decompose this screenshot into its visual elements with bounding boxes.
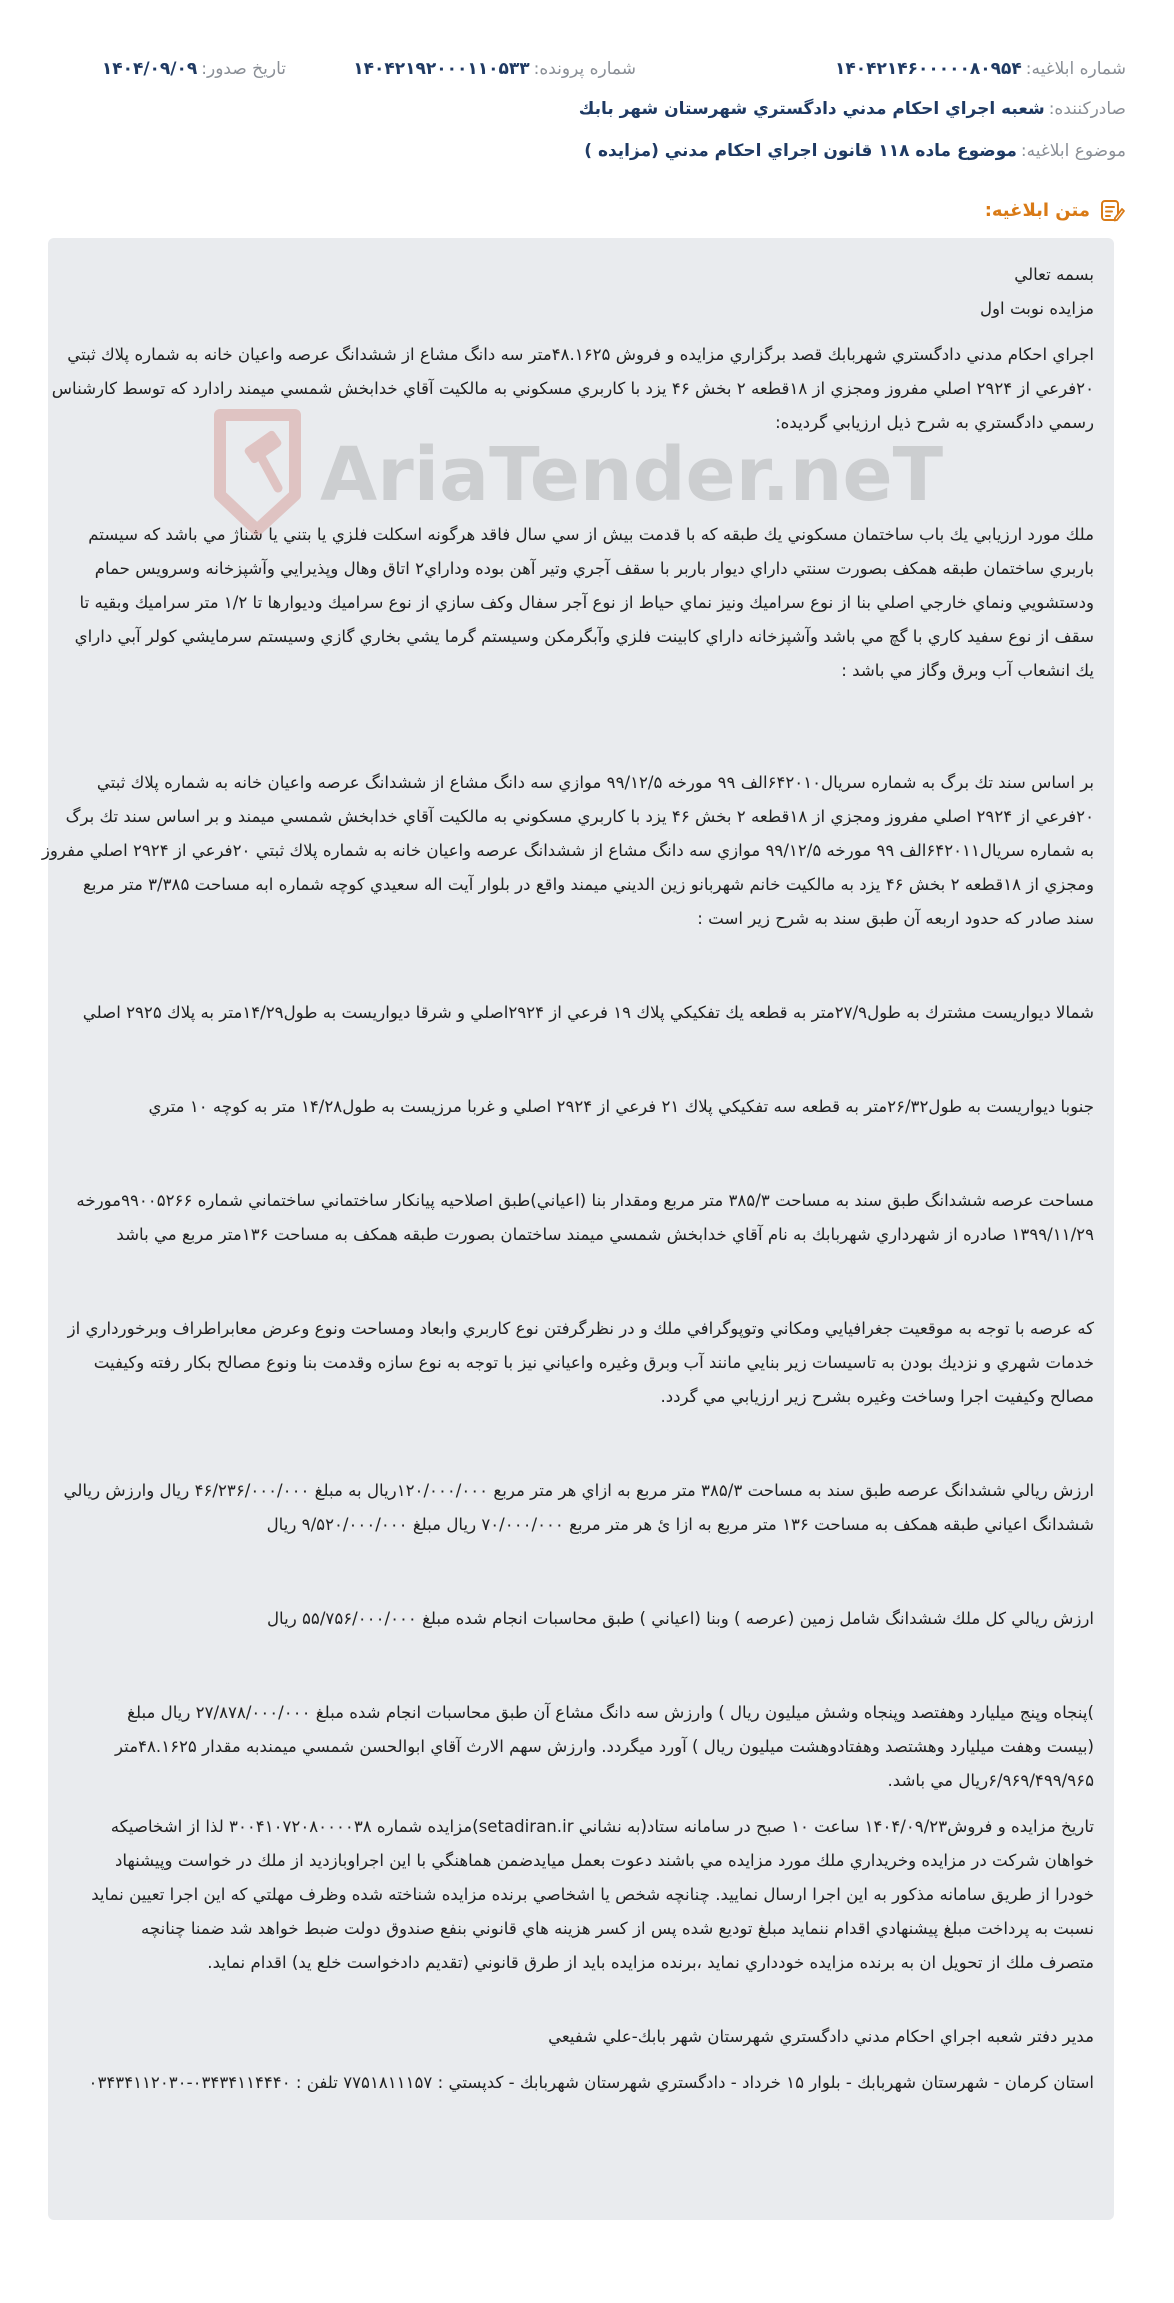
text-line: نسبت به پرداخت مبلغ پيشنهادي اقدام ننمايد مبلغ توديع شده پس از كسر هزينه هاي قانوني بنفع صندوق دولت ضبط خواهد شد ضمنا چنانچه [141,1919,1094,1938]
text-line: خواهان شركت در مزايده وخريداري ملك مورد مزايده مي باشند دعوت بعمل ميايدضمن هماهنگي با اين اجراوبازديد از ملك در خواست وپيشنهاد [115,1851,1094,1870]
paragraph-address [68,2066,1094,2100]
text-line: اجراي احكام مدني دادگستري شهربابك قصد برگزاري مزايده و فروش ۴۸.۱۶۲۵متر سه دانگ مشاع از ششدانگ عرصه واعيان خانه به شماره پلاك ثبتي [67,345,1094,364]
text-line: مساحت عرصه ششدانگ طبق سند به مساحت ۳۸۵/۳ متر مربع ومقدار بنا (اعياني)طبق اصلاحيه پيانكار ساختماني ساختماني شماره ۹۹۰۰۵۲۶۶مورخه [76,1191,1094,1210]
text-line: ارزش ريالي ششدانگ عرصه طبق سند به مساحت ۳۸۵/۳ متر مربع به ازاي هر متر مربع ۱۲۰/۰۰۰/۰۰۰ريال به مبلغ ۴۶/۲۳۶/۰۰۰/۰۰۰ ريال وارزش ريالي [63,1481,1094,1500]
paragraph-deed [41,766,1094,936]
text-line: ودستشويي ونماي خارجي اصلي بنا از نوع سراميك ونيز نماي حياط از نوع آجر سفال وكف سازي از نوع سراميك وديوارها تا ۱/۲ متر سراميك وبقيه تا [79,593,1094,612]
text-line: )پنجاه وپنج ميليارد وهفتصد وپنجاه وشش ميليون ريال ) وارزش سه دانگ مشاع آن طبق محاسبات انجام شده مبلغ ۲۷/۸۷۸/۰۰۰/۰۰۰ ريال مبلغ [127,1703,1094,1722]
text-line: ومجزي از ۱۸قطعه ۲ بخش ۴۶ يزد به مالكيت خانم شهربانو زين الديني ميمند واقع در بلوار آيت اله سعيدي كوچه شماره ابه مساحت ۳/۳۸۵ متر مربع [83,875,1094,894]
paragraph-area [68,1184,1094,1252]
text-line: كه عرصه با توجه به موقعيت جغرافيايي ومكاني وتوپوگرافي ملك و در نظرگرفتن نوع كاربري وابعاد ومساحت ونوع وعرض معابراطراف وبرخورداري از [67,1319,1094,1338]
case-number-value: ۱۴۰۴۲۱۹۲۰۰۰۱۱۰۵۳۳ [353,59,530,79]
issuer-value: شعبه اجراي احكام مدني دادگستري شهرستان شهر بابك [578,99,1045,119]
text-line: يك انشعاب آب وبرق وگاز مي باشد : [841,661,1094,680]
text-line: خدمات شهري و نزديك بودن به تاسيسات زير بنايي مانند آب وبرق وغيره واعياني نيز با توجه به نوع سازه وقدمت بنا ونوع مصالح بكار رفته وكيفيت [93,1353,1094,1372]
section-title: متن ابلاغيه: [984,199,1090,221]
paragraph-auction-terms [68,1810,1094,1980]
notice-body [41,238,1114,2220]
text-line: بر اساس سند تك برگ به شماره سريال۶۴۲۰۱۰الف ۹۹ مورخه ۹۹/۱۲/۵ موازي سه دانگ مشاع از ششدانگ عرصه واعيان خانه به شماره پلاك ثبتي [96,773,1094,792]
case-number-label: شماره پرونده: [533,59,636,79]
text-line: به شماره سريال۶۴۲۰۱۱الف ۹۹ مورخه ۹۹/۱۲/۵ موازي سه دانگ مشاع از ششدانگ عرصه واعيان خانه به شماره پلاك ثبتي ۲۰فرعي از ۲۹۲۴ اصلي مفروز [41,841,1094,860]
issuer-row [48,96,1126,122]
issuer-label: صادرکننده: [1048,99,1126,119]
notice-number [835,59,1126,79]
text-line: سقف از نوع سفيد كاري با گچ مي باشد وآشپزخانه داراي كابينت فلزي وآبگرمكن وسيستم گرما يشي بخاري گازي وسيستم سرمايشي كولر آبي داراي [74,627,1094,646]
text-line: شمالا ديواريست مشترك به طول۲۷/۹متر به قطعه يك تفكيكي پلاك ۱۹ فرعي از ۲۹۲۴اصلي و شرقا ديواريست به طول۱۴/۲۹متر به پلاك ۲۹۲۵ اصلي [82,1003,1094,1022]
paragraph-intro [51,338,1094,440]
paragraph-heading [68,258,1094,326]
text-line: ارزش ريالي كل ملك ششدانگ شامل زمين (عرصه ) وبنا (اعياني ) طبق محاسبات انجام شده مبلغ ۵۵/۷۵۶/۰۰۰/۰۰۰ ريال [266,1609,1094,1628]
subject-row [48,138,1126,164]
paragraph-signature [68,2020,1094,2054]
text-line: رسمي دادگستري به شرح ذيل ارزيابي گرديده: [775,413,1094,432]
watermark-text: AriaTender.neT [320,432,944,518]
paragraph-share-value [68,1696,1094,1798]
text-line: سند صادر كه حدود اربعه آن طبق سند به شرح زير است : [697,909,1094,928]
text-line: جنوبا ديواريست به طول۲۶/۳۲متر به قطعه سه تفكيكي پلاك ۲۱ فرعي از ۲۹۲۴ اصلي و غربا مرزيست به طول۱۴/۲۸ متر به كوچه ۱۰ متري [148,1097,1094,1116]
text-line: مدير دفتر شعبه اجراي احكام مدني دادگستري شهرستان شهر بابك-علي شفيعي [548,2027,1094,2046]
notice-number-value: ۱۴۰۴۲۱۴۶۰۰۰۰۰۸۰۹۵۴ [834,59,1022,79]
text-line: ششدانگ اعياني طبقه همكف به مساحت ۱۳۶ متر مربع به ازا ئ هر متر مربع ۷۰/۰۰۰/۰۰۰ ريال مبلغ ۹/۵۲۰/۰۰۰/۰۰۰ ريال [266,1515,1094,1534]
document-edit-icon [1098,196,1126,224]
text-line: بسمه تعالي [1014,265,1094,284]
meta-row-numbers [48,56,1126,82]
text-line: ۱۳۹۹/۱۱/۲۹ صادره از شهرداري شهربابك به نام آقاي خدابخش شمسي ميمند ساختمان بصورت طبقه همكف به مساحت ۱۳۶متر مربع مي باشد [116,1225,1094,1244]
text-line: استان كرمان - شهرستان شهربابك - بلوار ۱۵ خرداد - دادگستري شهرستان شهربابك - كدپستي : ۷۷۵۱۸۱۱۱۵۷ تلفن : ۰۳۴۳۴۱۱۴۴۴۰-۰۳۴۳۴۱۱۲۰۳۰ [88,2073,1094,2092]
text-line: ۲۰فرعي از ۲۹۲۴ اصلي مفروز ومجزي از ۱۸قطعه ۲ بخش ۴۶ يزد با كاربري مسكوني به مالكيت آقاي خدابخش شمسي ميمند رادارد كه توسط كارشناس [51,379,1094,398]
section-header [985,196,1126,224]
text-line: متصرف ملك از تحويل ان به برنده مزايده خودداري نمايد ،برنده مزايده بايد از طرق قانوني (تقديم دادخواست خلع يد) اقدام نمايد. [207,1953,1094,1972]
subject-value: موضوع ماده ۱۱۸ قانون اجراي احكام مدني (مزايده ) [584,141,1017,161]
text-line: تاريخ مزايده و فروش۱۴۰۴/۰۹/۲۳ ساعت ۱۰ صبح در سامانه ستاد(به نشاني setadiran.ir)مزايده شماره ۳۰۰۴۱۰۷۲۰۸۰۰۰۰۳۸ لذا از اشخاصيكه [110,1817,1094,1836]
text-line: (بيست وهفت ميليارد وهشتصد وهفتادوهشت ميليون ريال ) آورد ميگردد. وارزش سهم الارث آقاي ابوالحسن شمسي ميمندبه مقدار ۴۸.۱۶۲۵متر [115,1737,1094,1756]
paragraph-valuation-basis [68,1312,1094,1414]
case-number [353,59,636,79]
text-line: مصالح وكيفيت اجرا وساخت وغيره بشرح زير ارزيابي مي گردد. [660,1387,1094,1406]
paragraph-total-value [68,1602,1094,1636]
text-line: ۲۰فرعي از ۲۹۲۴ اصلي مفروز ومجزي از ۱۸قطعه ۲ بخش ۴۶ يزد با كاربري مسكوني به مالكيت آقاي خدابخش شمسي ميمند و بر اساس سند تك برگ [65,807,1094,826]
text-line: ۶/۹۶۹/۴۹۹/۹۶۵ريال مي باشد. [887,1771,1094,1790]
text-line: باربري ساختمان طبقه همكف بصورت سنتي داراي ديوار باربر با سقف آجري وتير آهن بوده وداراي۲ اتاق وهال وپذيرايي وآشپزخانه وسرويس حمام [94,559,1094,578]
paragraph-land-building-value [63,1474,1094,1542]
notice-number-label: شماره ابلاغيه: [1025,59,1126,79]
text-line: مزايده نوبت اول [979,299,1094,318]
paragraph-property-description [68,518,1094,688]
text-line: خودرا از طريق سامانه مذكور به اين اجرا ارسال نماييد. چنانچه شخص يا اشخاصي برنده مزايده شناخته شده وظرف مهلتي كه اين اجرا تعيين نمايد [91,1885,1094,1904]
issue-date [102,59,286,79]
subject-label: موضوع ابلاغيه: [1020,141,1126,161]
paragraph-north-east-borders [68,996,1094,1030]
issue-date-label: تاريخ صدور: [201,59,286,79]
paragraph-south-west-borders [68,1090,1094,1124]
text-line: ملك مورد ارزيابي يك باب ساختمان مسكوني يك طبقه كه با قدمت بيش از سي سال فاقد هرگونه اسكلت فلزي يا بتني يا شناژ مي باشد كه سيستم [88,525,1094,544]
issue-date-value: ۱۴۰۴/۰۹/۰۹ [101,59,198,79]
